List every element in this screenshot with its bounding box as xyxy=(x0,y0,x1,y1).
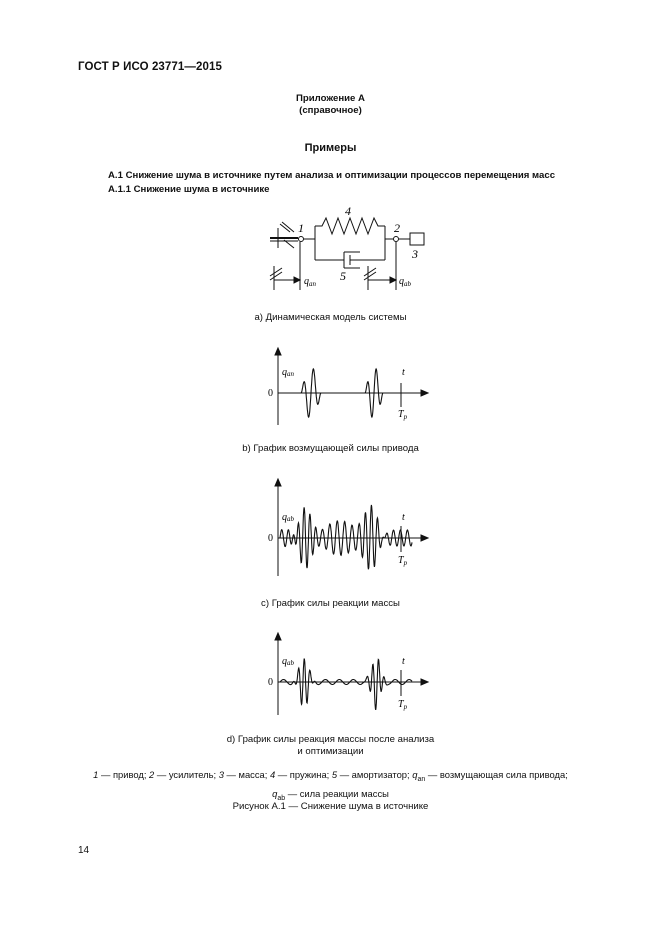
page-number: 14 xyxy=(78,845,90,856)
figure-caption: Рисунок А.1 — Снижение шума в источнике xyxy=(232,801,429,812)
label-1: 1 xyxy=(298,221,304,235)
chart-b-zero: 0 xyxy=(268,388,273,399)
legend-line-1: 1 — привод; 2 — усилитель; 3 — масса; 4 — пружина; 5 — амортизатор; $q_{an}$ — возмущающая сила привода; xyxy=(93,769,568,783)
section-a111-heading: А.1.1 Снижение шума в источнике xyxy=(108,184,270,195)
chart-b-tp: $T_p$ xyxy=(398,409,408,421)
chart-d-ylabel: qab xyxy=(282,656,294,667)
chart-c xyxy=(265,476,435,581)
chart-c-t: t xyxy=(402,512,405,523)
section-a1-heading: А.1 Снижение шума в источнике путем анализа и оптимизации процессов перемещения масс xyxy=(108,170,556,181)
document-header: ГОСТ Р ИСО 23771—2015 xyxy=(78,61,223,73)
label-2: 2 xyxy=(394,221,400,235)
chart-c-tp: $T_p$ xyxy=(398,555,408,567)
appendix-subtitle: (справочное) xyxy=(299,105,362,116)
dynamic-model-diagram xyxy=(260,200,440,295)
chart-d-tp: $T_p$ xyxy=(398,699,408,711)
caption-fig-b: b) График возмущающей силы привода xyxy=(242,443,419,454)
chart-c-ylabel: qab xyxy=(282,512,294,523)
appendix-title: Приложение А xyxy=(296,93,365,104)
chart-b-t: t xyxy=(402,367,405,378)
chart-d-series xyxy=(280,659,412,710)
label-q-an: $q_{an}$ xyxy=(304,276,316,288)
chart-d xyxy=(265,630,435,720)
legend-line-2: $q_{ab}$ — сила реакции массы xyxy=(272,787,389,802)
caption-fig-a: a) Динамическая модель системы xyxy=(254,312,407,323)
caption-fig-d-line1: d) График силы реакция массы после анализа xyxy=(226,734,435,745)
chart-b-ylabel: qan xyxy=(282,367,294,378)
chart-b-series xyxy=(278,369,415,417)
label-3: 3 xyxy=(412,247,418,261)
chart-c-series xyxy=(280,505,412,569)
chart-d-zero: 0 xyxy=(268,677,273,688)
label-q-ab: $q_{ab}$ xyxy=(399,276,411,288)
label-5: 5 xyxy=(340,269,346,283)
examples-heading: Примеры xyxy=(304,142,357,154)
chart-d-t: t xyxy=(402,656,405,667)
chart-c-zero: 0 xyxy=(268,533,273,544)
caption-fig-c: c) График силы реакции массы xyxy=(261,598,400,609)
chart-b xyxy=(265,345,435,430)
label-4: 4 xyxy=(345,204,351,218)
caption-fig-d-line2: и оптимизации xyxy=(297,746,364,757)
